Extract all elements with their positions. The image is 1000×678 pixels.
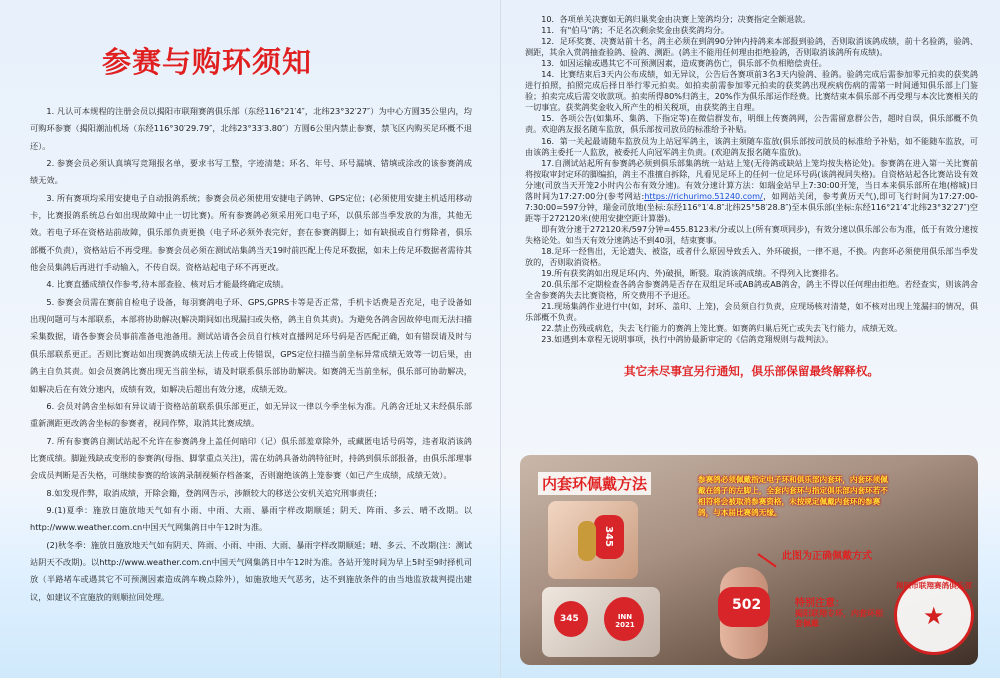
- reference-link[interactable]: https://richurimo.51240.com/: [644, 190, 763, 201]
- rule-1: 1. 凡认可本规程的注册会员以揭阳市联翔赛鸽俱乐部（东经116°21′4″，北纬23°32′27″）为中心方圆35公里内，均可购环参赛（揭阳潮汕机场（东经116°30′29.79″，北纬23°33′3.80″）方圆6公里内禁止参赛，禁飞区内购买足环概不退还）。: [30, 106, 472, 151]
- rule-22: 22.禁止伤残或病危，失去飞行能力的赛鸽上笼比赛。如赛鸽归巢后死亡或失去飞行能力，成绩无效。: [541, 323, 903, 334]
- rule-18: 18.足环一经售出，无论遗失、被盗，或者什么原因导致丢入、外环破损，一律不退，不换。内套环必须使用俱乐部当季发放的，否则取消资格。: [525, 245, 978, 268]
- rule-17-cont: 即有效分速于272120米/597分钟=455.8123米/分或以上(所有赛项同步)，有效分速以俱乐部公布为准，低于有效分速按失格论处。如当天有效分速鸽达不到40羽，结束赛事。: [525, 223, 978, 245]
- rule-17: [525, 158, 978, 224]
- seal-text: 揭阳市联翔赛鸽俱乐部: [896, 581, 972, 590]
- panel-warning: 参赛鸽必须佩戴指定电子环和俱乐部内套环，内套环须佩戴在鸽子的左脚上，全套内套环与指定俱乐部内套环若不相符将会被取消参赛资格，未按规定佩戴内套环的参赛鸽，与本届比赛鸽无缘。: [698, 475, 888, 517]
- rule-4: 4. 比赛直播成绩仅作参考,待本部查验、核对后才能最终确定成绩。: [46, 279, 289, 290]
- special-title: 特别注意：: [795, 598, 845, 609]
- rule-10: 10．各项单关决赛如无鸽归巢奖金由决赛上笼鸽均分；决赛指定全额退款。: [541, 14, 811, 24]
- rule-3: 3. 所有赛项均采用安捷电子自动报鸽系统；参赛会员必须使用安捷电子鸽钟、GPS定位；(必须使用安捷主机适用移动卡，比赛报鸽系统总台如出现故障中止一切比赛)。所有参赛鸽必须采用死口电子环，以俱乐部当季发放的为准，其他无效。若电子环在资格站前故障，俱乐部负责更换（电子环必须外表完好，套在参赛鸽脚上；如有缺损或自行剪除者，俱乐部概不负责），资格站后不再受理。参赛会员必须在测试站集鸽当天19时前匹配上传足环数据，如未上传足环数据者需待其他会员集鸽后再进行手动输入，不传自误。资格站起电子环不再更改。: [30, 192, 472, 273]
- ring-number-3: INN 2021: [615, 613, 635, 629]
- club-seal: [894, 575, 974, 655]
- rule-5: 5. 参赛会员需在赛前自检电子设备，每羽赛鸽电子环、GPS,GPRS卡等是否正常，手机卡话费是否充足，电子设备如出现问题可与本部联系，本部将协助解决(解决期间如出现漏扫或失格，鸽主自负其责)。为避免各鸽舍因故停电而无法扫描采集数据，请各参赛会员事前准备电池备用。测试站请各会员自行核对直播网足环号码是否匹配正确，如有错误请及时与俱乐部联系更正。否则比赛站如出现赛鸽成绩无法上传或上传错误，GPS定位扫描当前坐标异常成绩无效等一切后果，由鸽主自负其责。如会员赛鸽比赛出现无当前坐标，请及时联系俱乐部协助解决。如赛鸽无当前坐标，俱乐部可协助解决，如解决后在有效分速内，成绩有效，如解决后超出有效分速，成绩无效。: [30, 296, 472, 394]
- rule-20: 20.俱乐部不定期检查各鸽舍参赛鸽是否存在双组足环或AB鸽或AB鸽舍，鸽主不得以任何理由拒绝。若经查实，则该鸽舍全舍参赛鸽失去比赛资格，所交费用不予退还。: [525, 279, 978, 301]
- rule-23: 23.如遇到本章程无说明事项，执行中鸽协最新审定的《信鸽竞翔规则与裁判法》。: [541, 334, 834, 345]
- correct-label: 此图为正确佩戴方式: [782, 551, 872, 562]
- rule-17-text: 17.自测试站起所有参赛鸽必须到俱乐部集鸽统一站站上笼(无待鸽或缺站上笼均按失格论处)。参赛鸽在进入第一关比赛前将按取审封定环的脚编拍，鸽主不准擅自拆除，凡看见足环上的任何一位足环号码(该鸽视同失格)。自资格站起各比赛站设有效分速(司放当天开笼2小时内公布有效分速)。有效分速计算方法：如瑞金站早上7:30:00开笼，当日本来俱乐部所在地(榕城)日落时间为17:27:00分(参考网站:https://richurimo.51240.com/，如网站关闭，参考黄历天气),即可飞行时间为17:27:00-7:30:00=597分钟，瑞金司放地(坐标:东经116°1′4.8″北纬25°58′28.8″)至本俱乐部(坐标:东经116°21′4″北纬23°32′27″)空距等于272120米(使用安捷空距计算器)。: [525, 157, 978, 223]
- rule-2: 2. 参赛会员必须认真填写竞翔报名单，要求书写工整，字迹清楚；环名、年号、环号漏填、错填或涂改的该参赛鸽成绩无效。: [30, 158, 472, 186]
- rule-8: 8.如发现作弊，取消成绩，开除会籍，登鸽网告示，涉额较大的移送公安机关追究刑事责任；: [46, 487, 382, 498]
- rule-9-autumn: (2)秋冬季：施放日施放地天气如有阴天、阵雨、小雨、中雨、大雨、暴雨字样改期顺延；晴、多云、不改期(注：测试站阴天不改期)。以http://www.weather.com.cn中国天气网集鸽日中午12时为准。各站开笼时间为早上5时至9时择机司放（半路堵车或遇其它不可预测因素造成鸽车晚点除外），如施放地天气恶劣，达不到施放条件的由当地监放裁判提出建议，如建议不宜施放的则顺拉回处理。: [30, 539, 472, 602]
- rule-13: 13．如因运输或遇其它不可预测因素，造成赛鸽伤亡，俱乐部不负相赔偿责任。: [541, 58, 827, 69]
- special-text: 揭阳联翔专环，内套环相套佩戴: [795, 609, 883, 628]
- rule-15: 15．各项公告(如集环、集鸽、下指定等)在微信群发布，明细上传赛鸽网，公告需留意群公告，超时自误，俱乐部概不负责。欢迎鸽友报名随车监放，俱乐部按司放员的标准给予补贴。: [525, 113, 978, 135]
- rule-21: 21.现场集鸽作业进行中(如，封环、盖印、上笼)，会员须自行负责，应现场核对清楚，如不核对出现上笼漏扫的情况，俱乐部概不负责。: [525, 301, 978, 323]
- star-icon: ★: [923, 602, 945, 630]
- closing-note: 其它未尽事宜另行通知，俱乐部保留最终解释权。: [623, 364, 880, 379]
- special-note: [795, 599, 885, 629]
- ring-photo-bottom: [542, 587, 660, 657]
- ring-number-1: 345: [602, 526, 614, 547]
- ring-photo-top: [548, 501, 638, 579]
- page-title: 参赛与购环须知: [102, 45, 313, 79]
- rule-9-summer: 9.(1)夏季：施放日施放地天气如有小雨、中雨、大雨、暴雨字样改期顺延；阴天、阵雨、多云、晴不改期。以http://www.weather.com.cn中国天气网集鸽日中午12时为准。: [30, 504, 472, 533]
- rule-7: 7. 所有参赛鸽自测试站起不允许在参赛鸽身上盖任何暗印（记）俱乐部羞章除外，或藏匿电话号码等，违者取消该鸽比赛成绩。脚趾残缺或变形的参赛鸽(母指、脚掌重点关注)，需在幼鸽具备幼鸽特征时，持鸽到俱乐部报备，由俱乐部理事会成员判断是否失格，可继续参赛的给该鸽录制视频存档备案，否则谢绝该鸽上笼参赛（如已产生成绩，成绩无效）。: [30, 435, 472, 481]
- pointer-arrow: [757, 553, 776, 567]
- rule-12: 12．足环奖赛、决赛站前十名，鸽主必须在到鸽90分钟内持鸽来本部报到验鸽，否则取消该鸽成绩，前十名验鸽，验鸽、测距，其余入赏鸽抽查验鸽、验鸽、测距。(鸽主不能用任何理由拒绝验鸽，否则取消该鸽所有成绩)。: [525, 36, 978, 58]
- rule-14: 14．比赛结束后3天内公布成绩，如无异议，公告后各赛项前3名3天内验鸽、验鸽。验鸽完成后需参加零元拍卖的获奖鸽进行拍照，拍照完成后择日举行零元拍卖。如拍卖前需参加零元拍卖的获奖鸽出现疾病伤病的需第一时间通知俱乐部上门鉴验；拍卖完成后需交收款项。拍卖所得80%归鸽主，20%作为俱乐部运作经费。比赛结束本俱乐部不再受理与本次比赛相关的一切事宜。获奖鸽奖金收入所产生的相关税项，由获奖鸽主自理。: [525, 69, 978, 113]
- rule-6: 6. 会员对鸽舍坐标如有异议请于资格站前联系俱乐部更正，如无异议一律以今季坐标为准。凡鸽舍迁址又未经俱乐部重新测距更改鸽舍坐标的参赛者，视同作弊，取消其比赛成绩。: [30, 400, 472, 429]
- rule-11: 11．有"伯马"鸽；不足名次剩余奖金由获奖鸽均分。: [541, 25, 729, 36]
- gold-ring: [578, 521, 596, 561]
- rule-16: 16．第一关起最请随车监放员为上站冠军鸽主，该鸽主须随车监放(俱乐部按司放员的标准给予补贴，如不能随车监放，可由该鸽主委托一人监放，被委托人向冠军鸽主负责。(欢迎鸽友报名随车监放)。: [525, 135, 978, 157]
- ring-instruction-panel: [520, 455, 978, 665]
- panel-title: 内套环佩戴方法: [538, 472, 651, 495]
- rule-19: 19.所有获奖鸽如出现足环(内、外)破损，断裂。取消该鸽成绩。不得列入比赛排名。: [541, 268, 844, 279]
- ring-number-2: 345: [560, 614, 579, 624]
- ring-number-4: 502: [732, 597, 762, 613]
